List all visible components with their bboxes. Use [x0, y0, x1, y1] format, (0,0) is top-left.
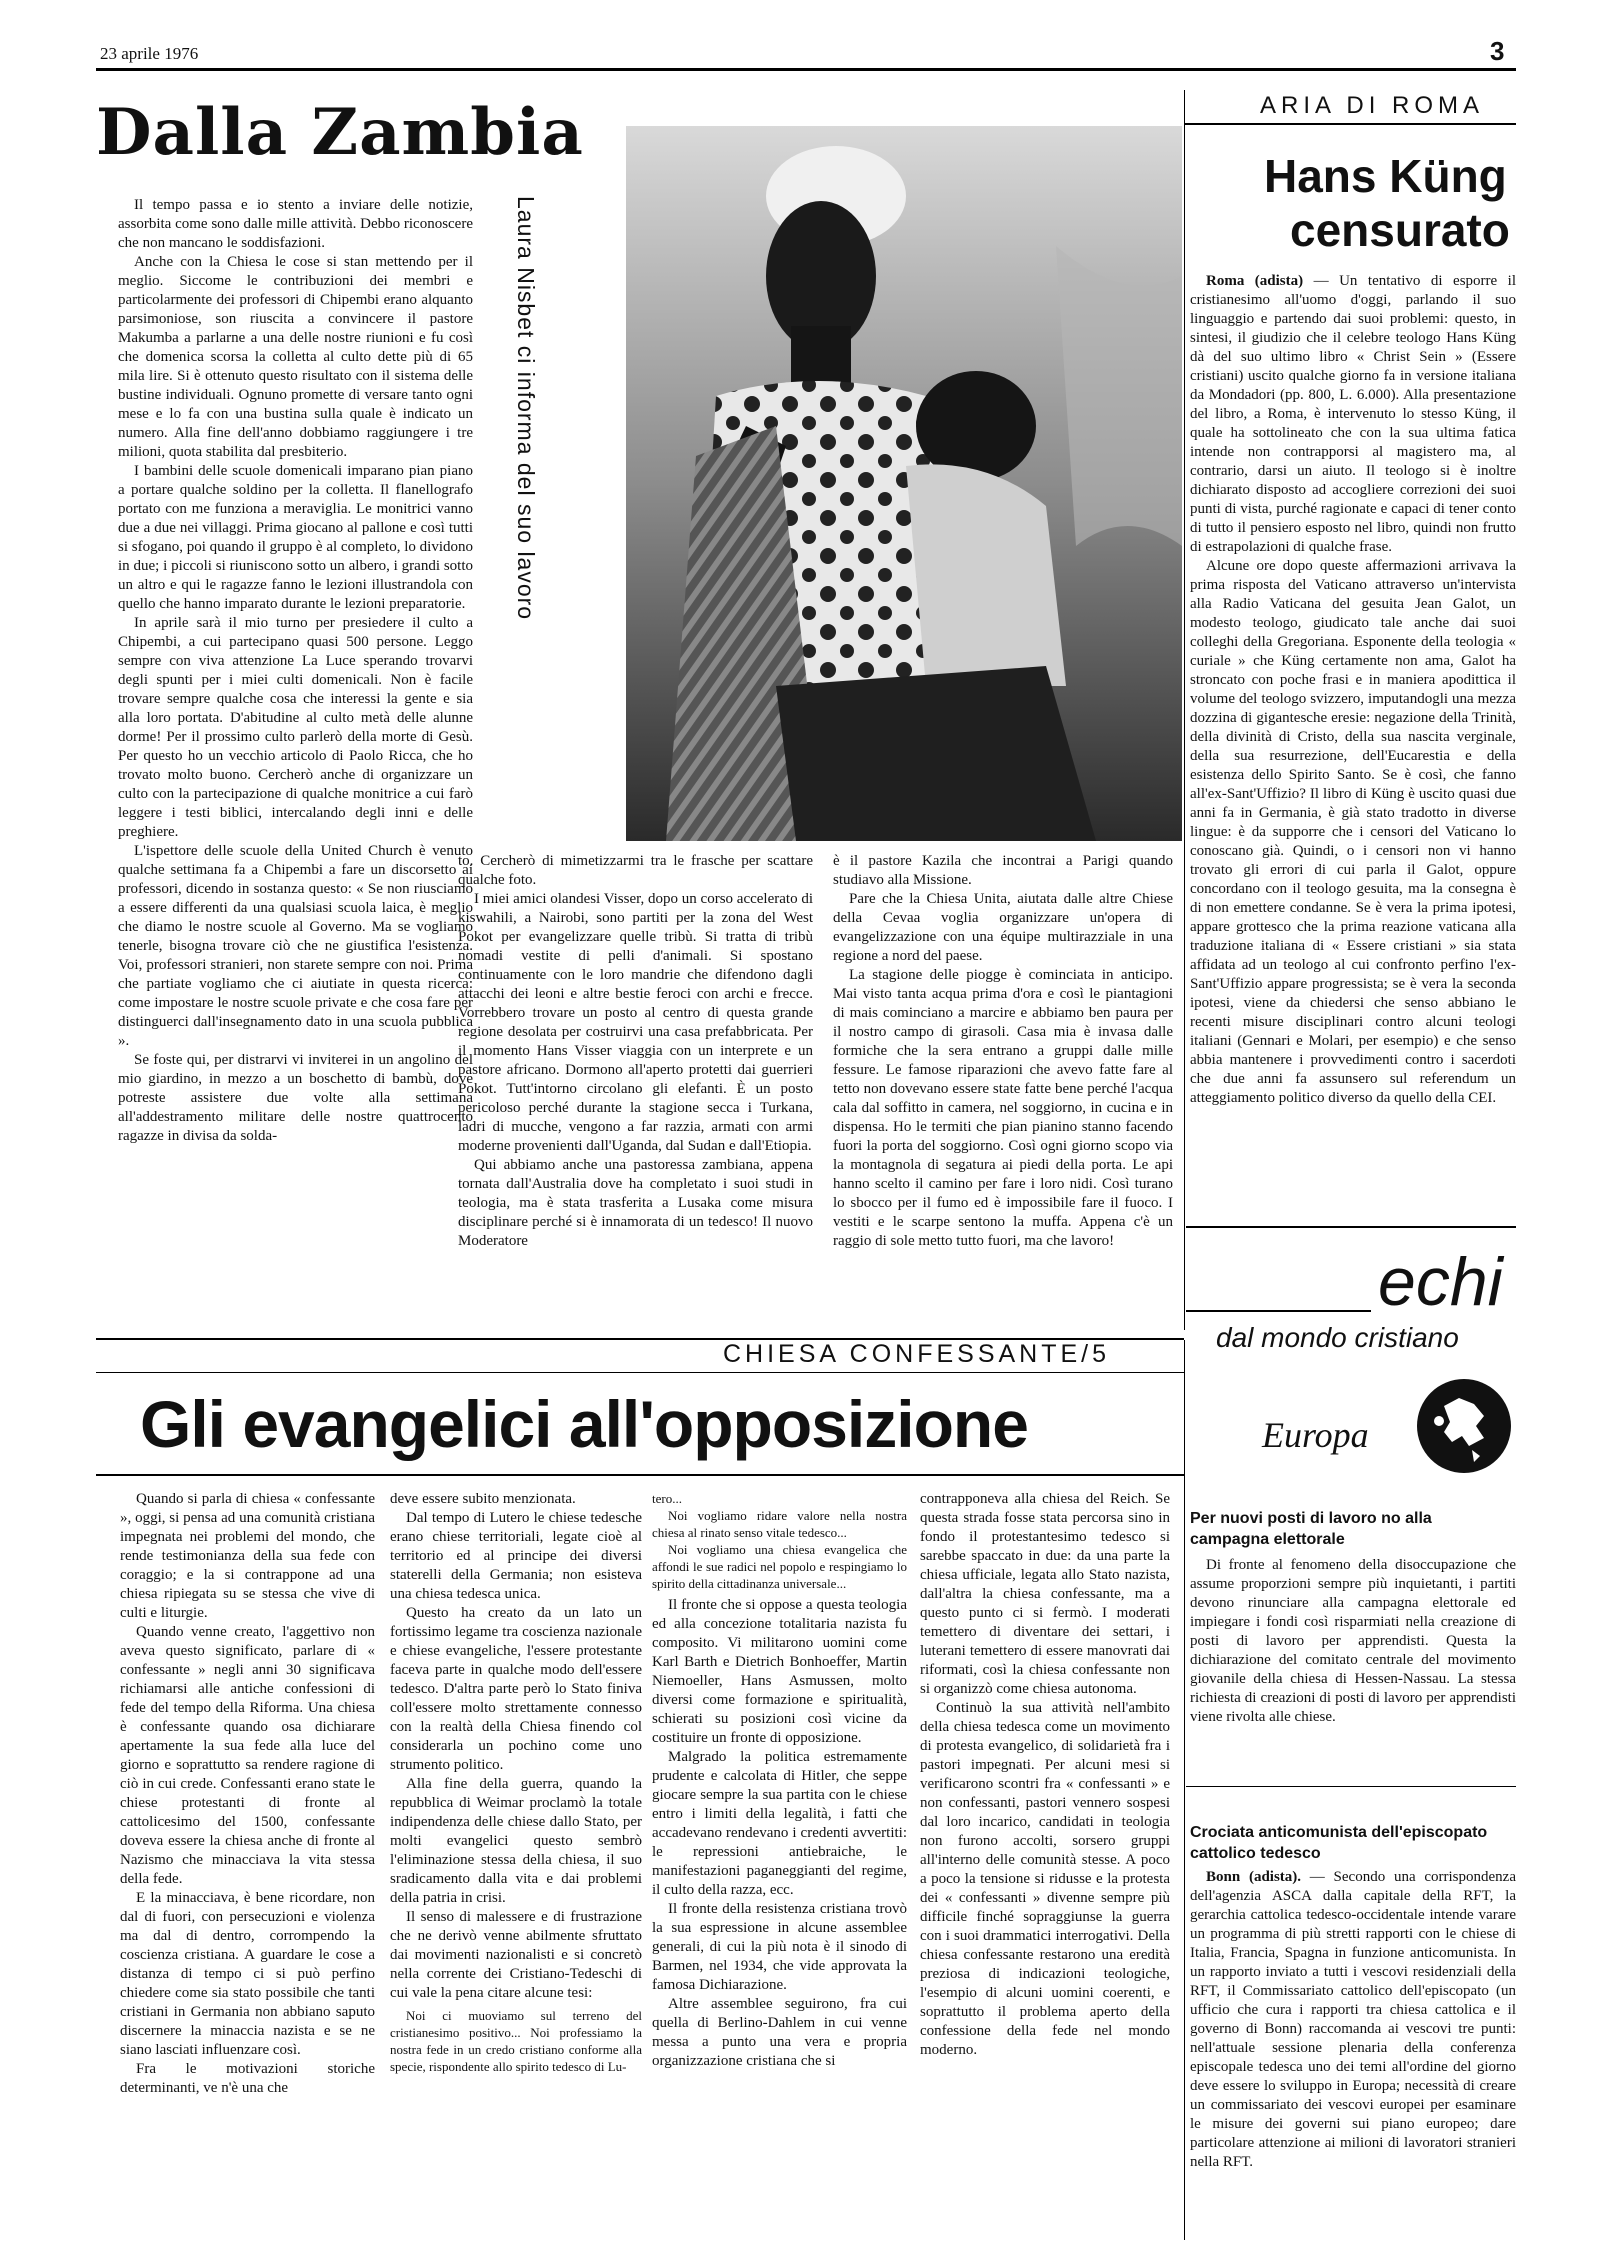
echi-title-rule — [1186, 1310, 1371, 1312]
zambia-column-3 — [833, 852, 1173, 1333]
europe-globe-icon — [1414, 1376, 1514, 1476]
quoted-thesis: Noi vogliamo una chiesa evangelica che affondi le sue radici nel popolo e respingiamo lo spirito della cittadinanza universale... — [652, 1542, 907, 1591]
echi-item-1-text — [1190, 1556, 1516, 1781]
confessante-kicker: CHIESA CONFESSANTE/5 — [723, 1340, 1111, 1368]
echi-item-1-heading: Per nuovi posti di lavoro no alla campagna elettorale — [1190, 1510, 1432, 1548]
kicker-rule — [1184, 123, 1516, 125]
kicker-underline — [96, 1372, 1184, 1373]
paragraph: I miei amici olandesi Visser, dopo un corso accelerato di kiswahili, a Nairobi, sono partiti per la zona del West Pokot per evangelizzare quelle tribù. Si tratta di tribù nomadi vestite di pelli d'animali. Si spostano continuamente con le loro mandrie che difendono dagli attacchi dei leoni e altre bestie feroci con archi e frecce. Vorrebbero trovare un posto al centro di questa grande regione desolata per costruirvi una casa prefabbricata. Per il momento Hans Visser viaggia con un interprete e un pastore africano. Dormono all'aperto protetti dai guerrieri Pokot. Tutt'intorno circolano gli elefanti. È un posto pericoloso perché durante la stagione secca i Turkana, ladri di mucche, vengono a far razzia, armati con armi moderne provenienti dall'Uganda, dal Sudan e dall'Etiopia. — [458, 891, 813, 1154]
zambia-column-1 — [118, 196, 473, 1333]
column-rule — [1184, 90, 1185, 1330]
echi-item-2-heading: Crociata anticomunista dell'episcopato cattolico tedesco — [1190, 1824, 1488, 1862]
paragraph: La stagione delle piogge è cominciata in anticipo. Mai visto tanta acqua prima d'ora e così le piantagioni di mais cominciano a marcire e abbiamo ben paura per il nostro campo di girasoli. Casa mia è invasa dalle formiche che la sera entrano a gruppi dalle mille fessure. Le famose riparazioni che avevo fatte fare al tetto non dovevano essere state fatte bene perché l'acqua cala dal soffitto in camera, nel soggiorno, in cucina e in dispensa. Ho le termiti che pian pianino stanno facendo fuori la porta del soggiorno. Così ogni giorno scopo via la montagnola di segatura ai piedi della porta. Le api hanno scelto il camino per fare i loro nidi. Così turano lo sbocco per il fumo ed è impossibile fare il fuoco. I vestiti e le scarpe sentono la muffa. Appena c'è un raggio di sole metto tutto fuori, ma che lavoro! — [833, 967, 1173, 1249]
page-number: 3 — [1490, 36, 1505, 66]
paragraph: Di fronte al fenomeno della disoccupazione che assume proporzioni sempre più inquietanti, i partiti devono rinunciare alla campagna elettorale ed impiegare i fondi così risparmiati nella creazione di posti di lavoro per apprendisti. Questa la dichiarazione del comitato centrale del movimento giovanile della chiesa di Hessen-Nassau. La stessa richiesta di creazioni di posti di lavoro per apprendisti viene rivolta alle chiese. — [1190, 1557, 1516, 1725]
kung-headline-line-1: Hans Küng — [1264, 150, 1507, 202]
quoted-thesis: Noi vogliamo ridare valore nella nostra chiesa al rinato senso vitale tedesco... — [652, 1508, 907, 1540]
confessante-headline: Gli evangelici all'opposizione — [140, 1387, 1028, 1461]
zambia-byline: Laura Nisbet ci informa del suo lavoro — [513, 196, 539, 621]
echi-left-rule — [1184, 1340, 1185, 2240]
kung-kicker: ARIA DI ROMA — [1260, 92, 1485, 119]
quoted-thesis: tero... — [652, 1491, 682, 1506]
headline-underline — [96, 1474, 1184, 1476]
paragraph: Fra le motivazioni storiche determinanti, ve n'è una che — [120, 2061, 375, 2096]
paragraph: Malgrado la politica estremamente prudente e calcolata di Hitler, che seppe giocare sempre la sua partita con le chiese entro i limiti della legalità, i fatti che accadevano rendevano i credenti avvertiti: le repressioni antiebraiche, le manifestazioni paganeggianti del regime, il culto della razza, ecc. — [652, 1749, 907, 1898]
echi-region: Europa — [1262, 1415, 1369, 1455]
echi-item-2-text — [1190, 1868, 1516, 2248]
paragraph: contrapponeva alla chiesa del Reich. Se questa strada fosse stata percorsa sino in fondo il protestantesimo tedesco si sarebbe spaccato in due: da una parte la chiesa ufficiale, legata allo Stato nazista, dall'altra la chiesa confessante, ma a questo punto ci si fermò. I moderati temettero di diventare dei settari, i luterani temettero di essere manovrati dai riformati, così la chiesa confessante non si organizzò come chiesa autonoma. — [920, 1491, 1170, 1697]
paragraph: — Un tentativo di esporre il cristianesimo all'uomo d'oggi, parlando il suo linguaggio e partendo dai suoi problemi: questo, in sintesi, il giudizio che il celebre teologo Hans Küng dà del suo ultimo libro « Christ Sein » (Essere cristiani) uscito qualche giorno fa in versione italiana da Mondadori (pp. 800, L. 6.000). Alla presentazione del libro, a Roma, è intervenuto lo stesso Küng, il quale ha sottolineato che con la sua ultima fatica intende non contrapporsi al magistero ma, al contrario, darsi un aiuto. Il teologo si è inoltre dichiarato disposto ad accogliere correzioni dei suoi punti di vista, purché ragionate e capaci di tener conto di tutto il pensiero esposto nel libro, quindi non frutto di estrapolazioni di qualche frase. — [1190, 273, 1516, 555]
paragraph: Quando si parla di chiesa « confessante », oggi, si pensa ad una comunità cristiana impegnata nei problemi del mondo, che rende testimonianza della sua fede con coraggio; e la si contrappone ad una chiesa ripiegata su se stessa che vive di culti e liturgie. — [120, 1491, 375, 1621]
paragraph: Dal tempo di Lutero le chiese tedesche erano chiese territoriali, legate cioè al territorio ed al principe dei diversi staterelli della Germania; non esisteva una chiesa tedesca unica. — [390, 1510, 642, 1602]
echi-subtitle: dal mondo cristiano — [1216, 1322, 1459, 1353]
paragraph: Pare che la Chiesa Unita, aiutata dalle altre Chiese della Cevaa voglia organizzare un'opera di evangelizzazione con una équipe multirazziale in una regione a nord del paese. — [833, 891, 1173, 964]
kung-column — [1190, 272, 1516, 1222]
paragraph: E la minacciava, è bene ricordare, non dal di fuori, con persecuzioni e violenza ma dal di dentro, corrompendo la coscienza cristiana. A guardare le cose a distanza di tempo ci si può perfino chiedere come sia stato possibile che tanti cristiani in Germania non abbiano saputo discernere la minaccia nazista e se ne siano lasciati influenzare così. — [120, 1890, 375, 2058]
paragraph: Il fronte della resistenza cristiana trovò la sua espressione in alcune assemblee generali, di cui la più nota è il sinodo di Barmen, nel 1934, che vide approvata la famosa Dichiarazione. — [652, 1901, 907, 1993]
paragraph: Continuò la sua attività nell'ambito della chiesa tedesca come un movimento di protesta evangelico, di solidarietà fra i pastori impegnati. Per alcuni mesi si verificarono scontri fra « confessanti » e non confessanti, pastori vennero sospesi dal loro incarico, candidati in teologia non furono accolti, sorsero gruppi all'interno delle comunità stesse. A poco a poco la tensione si ridusse e la protesta dei « confessanti » divenne sempre più difficile finché sopraggiunse la guerra con i suoi drammatici interrogativi. Della chiesa confessante restarono una eredità preziosa di indicazioni teologiche, l'esempio di alcuni uomini coerenti, e soprattutto il problema aperto della confessione della fede nel mondo moderno. — [920, 1700, 1170, 2058]
paragraph: Alcune ore dopo queste affermazioni arrivava la prima risposta del Vaticano attraverso un'intervista alla Radio Vaticana del gesuita Jean Galot, un modesto teologo, giudicato tale anche dai suoi colleghi della Gregoriana. Esponente della teologia « curiale » che Küng certamente non ama, Galot ha stroncato con poche frasi e in maniera apodittica il volume del teologo svizzero, imputandogli una mezza dozzina di gigantesche eresie: negazione della Trinità, della divinità di Cristo, della sua nascita verginale, della sua resurrezione, dell'Eucarestia e della esistenza dello Spirito Santo. Se è così, che fanno all'ex-Sant'Uffizio? Il libro di Küng è uscito quasi due anni fa in Germania, è già stato tradotto in diverse lingue: è da supporre che i censori del Vaticano lo conoscano già. Quindi, o i censori non vi hanno trovato gli errori di cui parla il Galot, oppure concordano con il teologo gesuita, ma la consegna è di non emettere condanne. Se è vera la prima ipotesi, appare grottesco che la prima reazione vaticana alla traduzione italiana di « Essere cristiani » sia stata affidata ad un teologo al cui confronto perfino l'ex-Sant'Uffizio appare progressista; se è vera la seconda ipotesi, viene da chiedersi che senso abbiano le recenti misure disciplinari contro alcuni teologi italiani (Gennari e Molari, per esempio) e che senso abbia mantenere i provvedimenti contro i sacerdoti che due anni fa assunsero sul referendum un atteggiamento politico diverso da quello della CEI. — [1190, 558, 1516, 1106]
paragraph: Se foste qui, per distrarvi vi inviterei in un angolino del mio giardino, in mezzo a un boschetto di bambù, dove potreste assistere due volte alla settimana all'addestramento militare delle nostre quattrocento ragazze in divisa da solda- — [118, 1052, 473, 1144]
paragraph: Il fronte che si oppose a questa teologia ed alla concezione totalitaria nazista fu composito. Vi militarono uomini come Karl Barth e Dietrich Bonhoeffer, Martin Niemoeller, Hans Asmussen, molto diversi come formazione e spiritualità, schierati su posizioni così vicine da costituire un fronte di opposizione. — [652, 1597, 907, 1746]
header-rule — [96, 68, 1516, 71]
paragraph: Questo ha creato da un lato un fortissimo legame tra coscienza nazionale e chiese evangeliche, l'essere protestante faceva parte in qualche modo dell'essere tedesco. D'altra parte però lo Stato finiva coll'essere molto strettamente connesso con la realtà della Chiesa finendo col considerarla un pochino come uno strumento politico. — [390, 1605, 642, 1773]
paragraph: Anche con la Chiesa le cose si stan mettendo per il meglio. Siccome le contribuzioni dei membri e particolarmente dei professori di Chipembi erano alquanto parsimoniose, son riuscita a convincere il pastore Makumba a parlarne a una delle nostre riunioni e fu così che domenica scorsa la colletta al culto dette più di 65 mila lire. Si è ottenuto questo risultato con il sistema delle bustine individuali. Ognuno promette di versare tanto ogni mese e lo fa con una bustina sulla quale è indicato un numero. Alla fine dell'anno dobbiamo raggiungere i tre milioni, quota stabilita dal presbiterio. — [118, 254, 473, 460]
paragraph: L'ispettore delle scuole della United Church è venuto qualche settimana fa a Chipembi a fare un discorsetto ai professori, dicendo in sostanza questo: « Se non riusciamo a essere differenti da una qualsiasi scuola laica, è meglio che diamo le nostre scuole al Governo. Ma se vogliamo tenerle, bisogna trovare ciò che ne giustifica l'esistenza. Voi, professori stranieri, non starete sempre con noi. Prima che partiate vogliamo che ci aiutiate in questa ricerca: come impostare le nostre scuole private e che cosa fare per distinguerci dall'insegnamento dato in una scuola pubblica ». — [118, 843, 473, 1049]
zambia-column-2 — [458, 852, 813, 1333]
kung-headline-line-2: censurato — [1290, 204, 1510, 256]
confessante-column-3 — [652, 1490, 907, 2230]
photo-woman-with-child — [626, 126, 1182, 841]
kung-end-rule — [1186, 1226, 1516, 1228]
paragraph: I bambini delle scuole domenicali imparano pian piano a portare qualche soldino per la colletta. Il flanellografo portato con me funziona a meraviglia. Le monitrici vanno due a due nei villaggi. Prima giocano al pallone e così tutti si sfogano, poi quando il gruppo è al completo, lo dividono in due; i piccoli si riuniscono sotto un albero, i grandi sotto un altro e qui le ragazze fanno le lezioni illustrandola con quello che hanno imparato durante le lezioni preparatorie. — [118, 463, 473, 612]
confessante-column-1 — [120, 1490, 375, 2230]
paragraph: to. Cercherò di mimetizzarmi tra le frasche per scattare qualche foto. — [458, 853, 813, 888]
photo-illustration — [626, 126, 1182, 841]
quoted-thesis: Noi ci muoviamo sul terreno del cristianesimo positivo... Noi professiamo la nostra fede in un credo cristiano conforme alla specie, rispondente allo spirito tedesco di Lu- — [390, 2008, 642, 2074]
kung-dateline: Roma (adista) — [1206, 273, 1304, 289]
paragraph: Qui abbiamo anche una pastoressa zambiana, appena tornata dall'Australia dove ha completato i suoi studi in teologia, ma è stata trasferita a Lusaka come misura disciplinare perché si è innamorata di un tedesco! Il nuovo Moderatore — [458, 1157, 813, 1249]
paragraph: — Secondo una corrispondenza dell'agenzia ASCA dalla capitale della RFT, la gerarchia cattolica tedesco-occidentale intende varare un programma di più stretti rapporti con le chiese di Italia, Francia, Spagna in funzione anticomunista. In un rapporto inviato a tutti i vescovi residenziali della RFT, il Commissariato cattolico dell'episcopato (un ufficio che cura i rapporti tra chiesa cattolica e il governo di Bonn) raccomanda ai vescovi tre punti: nell'attuale sessione plenaria della conferenza episcopale tedesca uno dei temi all'ordine del giorno deve essere lo sviluppo in Europa; necessità di creare un commissariato dei vescovi europei per esaminare le misure dei governi sui piano europeo; dare particolare attenzione ai milioni di lavoratori stranieri nella RFT. — [1190, 1869, 1516, 2170]
issue-date: 23 aprile 1976 — [100, 44, 199, 63]
echi-title: echi — [1378, 1244, 1503, 1320]
paragraph: Quando venne creato, l'aggettivo non aveva questo significato, parlare di « confessante » negli anni 30 significava richiamarsi alle antiche confessioni di fede del tempo della Riforma. Una chiesa è confessante quando osa dichiarare apertamente la sua fede alla luce del giorno e soprattutto sa rendere ragione di ciò in cui crede. Confessanti erano state le chiese protestanti di fronte al cattolicesimo del 1500, confessante doveva essere la chiesa anche di fronte al Nazismo che minacciava la vita stessa della fede. — [120, 1624, 375, 1887]
confessante-column-4 — [920, 1490, 1170, 2230]
paragraph: In aprile sarà il mio turno per presiedere il culto a Chipembi, a cui partecipano quasi 500 persone. Leggo sempre con viva attenzione La Luce sperando trovarvi degli spunti per i miei culti domenicali. Non è facile trovare sempre qualche cosa che interessi la gente e sia alla loro portata. D'abitudine al culto metà delle alunne dorme! Per il prossimo culto parlerò della morte di Gesù. Per questo ho un vecchio articolo di Paolo Ricca, che ho trovato molto buono. Cercherò anche di organizzare un culto con la partecipazione di qualche monitrice a cui farò leggere i testi biblici, intercalando degli inni e delle preghiere. — [118, 615, 473, 840]
paragraph: Alla fine della guerra, quando la repubblica di Weimar proclamò la totale indipendenza delle chiese dallo Stato, per molti evangelici questo sembrò l'eliminazione stessa della chiesa, il suo sradicamento dalla vita e dai problemi della patria in crisi. — [390, 1776, 642, 1906]
echi-item-2-dateline: Bonn (adista). — [1206, 1869, 1302, 1885]
echi-divider — [1186, 1786, 1516, 1787]
paragraph: è il pastore Kazila che incontrai a Parigi quando studiavo alla Missione. — [833, 853, 1173, 888]
paragraph: Il senso di malessere e di frustrazione che ne derivò venne abilmente sfruttato dai movimenti nazionalisti e si concretò nella corrente dei Cristiano-Tedeschi di cui vale la pena citare alcune tesi: — [390, 1909, 642, 2001]
zambia-headline: Dalla Zambia — [96, 95, 584, 170]
paragraph: Altre assemblee seguirono, fra cui quella di Berlino-Dahlem in cui venne messa a punto una vera e propria organizzazione cristiana che si — [652, 1996, 907, 2069]
confessante-column-2 — [390, 1490, 642, 2230]
paragraph: deve essere subito menzionata. — [390, 1491, 576, 1507]
paragraph: Il tempo passa e io stento a inviare delle notizie, assorbita come sono dalle mille attività. Debbo riconoscere che non mancano le soddisfazioni. — [118, 197, 473, 251]
